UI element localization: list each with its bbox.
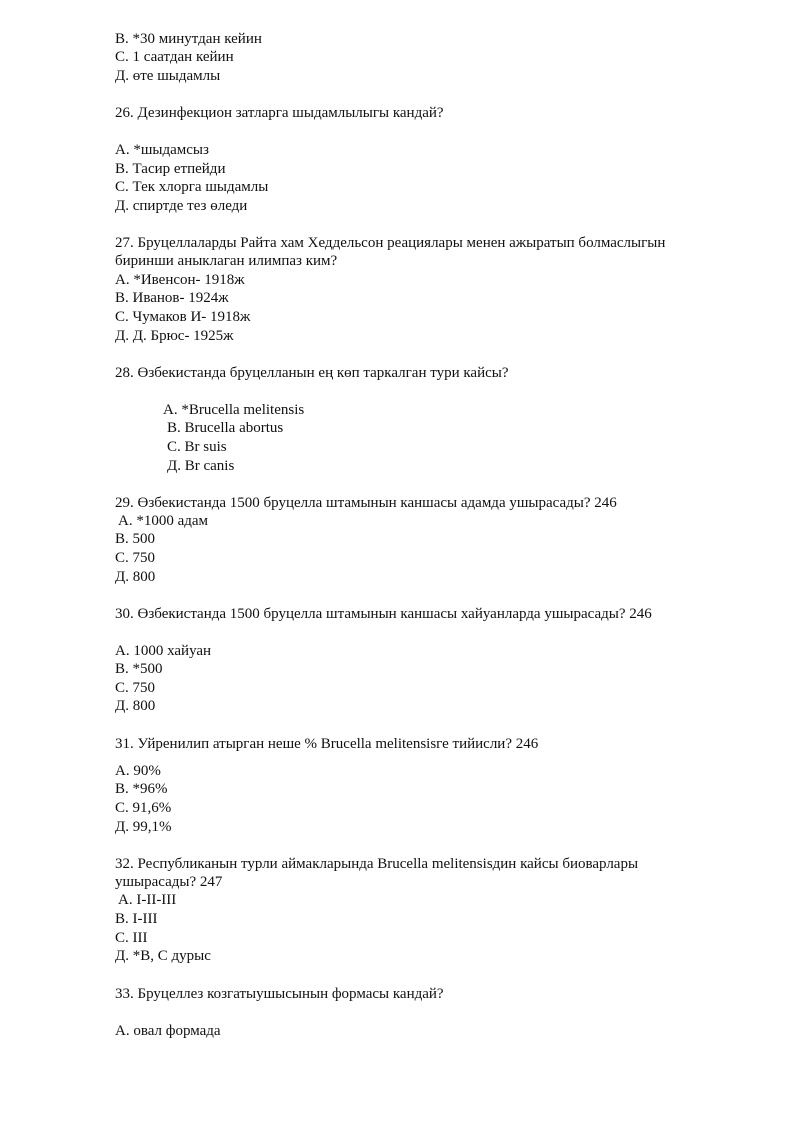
- q30-option-d: Д. 800: [115, 698, 156, 714]
- q28-option-b: В. Brucella abortus: [167, 420, 284, 436]
- q26-option-d: Д. спиртде тез өледи: [115, 198, 248, 214]
- q33-option-a: А. овал формада: [115, 1023, 221, 1039]
- q32-option-d: Д. *В, С дурыс: [115, 948, 211, 964]
- q31-option-a: А. 90%: [115, 763, 161, 779]
- q32-option-b: В. I-III: [115, 911, 158, 927]
- q29-option-b: В. 500: [115, 531, 156, 547]
- q25-option-c: С. 1 саатдан кейин: [115, 49, 234, 65]
- q27-question-line1: 27. Бруцеллаларды Райта хам Хеддельсон реациялары менен ажыратып болмаслыгын: [115, 235, 666, 251]
- q30-option-b: В. *500: [115, 661, 163, 677]
- q29-option-c: С. 750: [115, 550, 156, 566]
- q28-question: 28. Өзбекистанда бруцелланын ең көп таркалган тури кайсы?: [115, 365, 509, 381]
- q32-option-c: С. III: [115, 930, 148, 946]
- q27-option-c: С. Чумаков И- 1918ж: [115, 309, 251, 325]
- q31-option-b: В. *96%: [115, 781, 168, 797]
- q27-option-b: В. Иванов- 1924ж: [115, 290, 229, 306]
- q32-option-a: А. I-II-III: [118, 892, 177, 908]
- q30-option-a: А. 1000 хайуан: [115, 643, 212, 659]
- q33-question: 33. Бруцеллез козгатыушысынын формасы кандай?: [115, 986, 444, 1002]
- q29-option-a: А. *1000 адам: [118, 513, 209, 529]
- q28-option-d: Д. Br canis: [167, 458, 235, 474]
- q25-option-b: В. *30 минутдан кейин: [115, 31, 262, 47]
- q29-option-d: Д. 800: [115, 569, 156, 585]
- q31-option-d: Д. 99,1%: [115, 819, 172, 835]
- q26-option-b: В. Тасир етпейди: [115, 161, 226, 177]
- q26-question: 26. Дезинфекцион затларга шыдамлылыгы кандай?: [115, 105, 444, 121]
- q30-question: 30. Өзбекистанда 1500 бруцелла штамынын каншасы хайуанларда ушырасады? 246: [115, 606, 652, 622]
- q31-question: 31. Уйренилип атырган неше % Brucella melitensisге тийисли? 246: [115, 736, 539, 752]
- q26-option-c: С. Тек хлорга шыдамлы: [115, 179, 269, 195]
- q26-option-a: А. *шыдамсыз: [115, 142, 209, 158]
- q27-option-a: А. *Ивенсон- 1918ж: [115, 272, 245, 288]
- q25-option-d: Д. өте шыдамлы: [115, 68, 221, 84]
- q29-question: 29. Өзбекистанда 1500 бруцелла штамынын каншасы адамда ушырасады? 246: [115, 495, 617, 511]
- q31-option-c: С. 91,6%: [115, 800, 172, 816]
- q27-option-d: Д. Д. Брюс- 1925ж: [115, 328, 234, 344]
- q30-option-c: С. 750: [115, 680, 156, 696]
- q28-option-c: С. Br suis: [167, 439, 227, 455]
- q32-question-line2: ушырасады? 247: [115, 874, 223, 890]
- q27-question-line2: биринши аныклаган илимпаз ким?: [115, 253, 338, 269]
- q32-question-line1: 32. Республиканын турли аймакларында Brucella melitensisдин кайсы биоварлары: [115, 856, 639, 872]
- q28-option-a: А. *Brucella melitensis: [163, 402, 305, 418]
